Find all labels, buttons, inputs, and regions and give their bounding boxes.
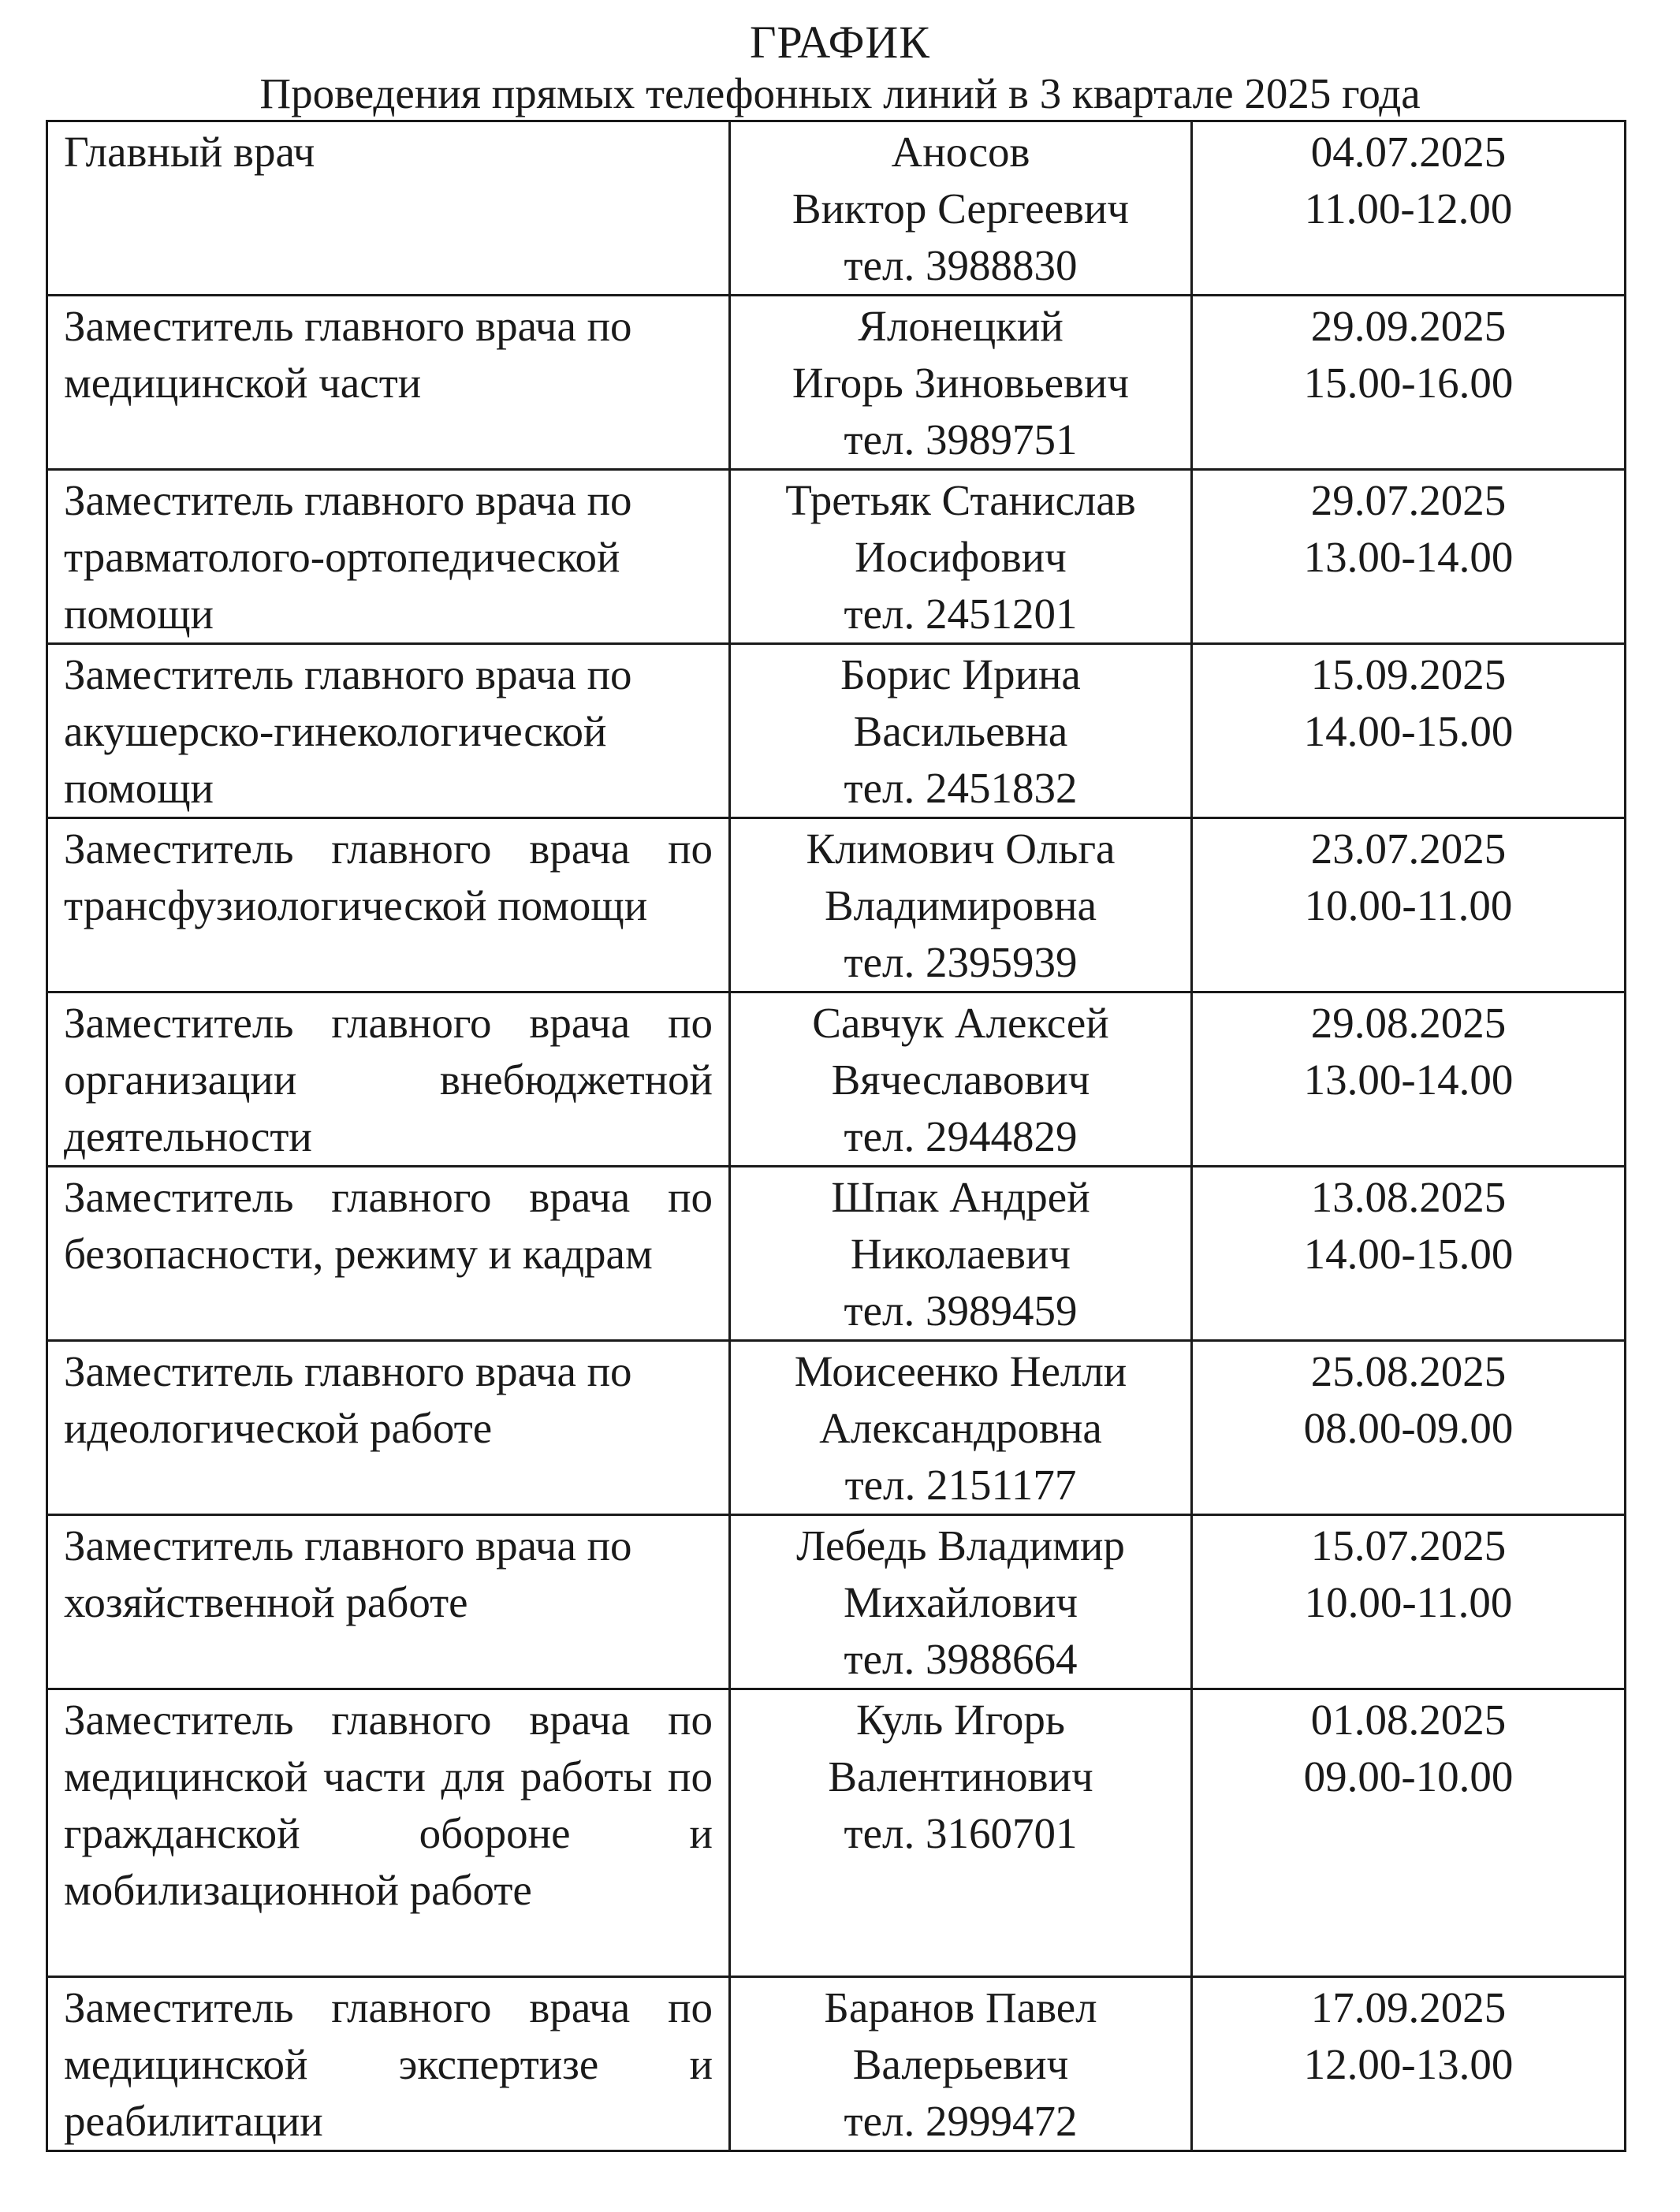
- table-row: [47, 818, 1626, 992]
- table-row: [47, 121, 1626, 296]
- contact-cell: [730, 1341, 1192, 1515]
- position-cell: Заместитель главного врача по безопасности, режиму и кадрам: [47, 1167, 730, 1341]
- contact-surname: Куль Игорь: [856, 1696, 1065, 1744]
- schedule-time: 13.00-14.00: [1303, 533, 1514, 581]
- table-row: [47, 1167, 1626, 1341]
- schedule-date: 29.08.2025: [1310, 999, 1507, 1047]
- schedule-cell: [1192, 1341, 1626, 1515]
- contact-cell: [730, 296, 1192, 470]
- table-row: [47, 992, 1626, 1167]
- contact-cell: [730, 1977, 1192, 2151]
- contact-given-name: Валентинович: [828, 1752, 1093, 1801]
- schedule-cell: [1192, 992, 1626, 1167]
- contact-surname: Борис Ирина: [840, 650, 1081, 698]
- position-cell: Заместитель главного врача по трансфузиологической помощи: [47, 818, 730, 992]
- contact-given-name: Михайлович: [844, 1578, 1078, 1626]
- schedule-table: [46, 120, 1626, 2152]
- contact-surname: Ялонецкий: [858, 302, 1064, 350]
- schedule-time: 11.00-12.00: [1304, 184, 1513, 233]
- contact-given-name: Вячеславович: [831, 1056, 1090, 1104]
- contact-phone: тел. 3988830: [844, 241, 1078, 289]
- schedule-time: 10.00-11.00: [1304, 1578, 1513, 1626]
- contact-phone: тел. 2451832: [844, 764, 1078, 812]
- schedule-cell: [1192, 121, 1626, 296]
- contact-given-name: Николаевич: [850, 1230, 1071, 1278]
- contact-surname: Баранов Павел: [824, 1983, 1097, 2031]
- contact-given-name: Александровна: [819, 1404, 1102, 1452]
- position-cell: Заместитель главного врача по организации внебюджетной деятельности: [47, 992, 730, 1167]
- contact-phone: тел. 3989459: [844, 1287, 1078, 1335]
- schedule-time: 09.00-10.00: [1303, 1752, 1514, 1801]
- contact-phone: тел. 2999472: [844, 2097, 1078, 2145]
- contact-cell: [730, 470, 1192, 644]
- table-row: [47, 470, 1626, 644]
- contact-surname: Климович Ольга: [806, 825, 1116, 873]
- schedule-date: 01.08.2025: [1310, 1696, 1507, 1744]
- schedule-cell: [1192, 1167, 1626, 1341]
- schedule-date: 29.09.2025: [1310, 302, 1507, 350]
- schedule-time: 10.00-11.00: [1304, 881, 1513, 929]
- schedule-date: 15.07.2025: [1310, 1521, 1507, 1570]
- position-cell: Заместитель главного врача по медицинской экспертизе и реабилитации: [47, 1977, 730, 2151]
- contact-phone: тел. 3988664: [844, 1635, 1078, 1683]
- position-cell: Заместитель главного врача по травматолого-ортопедической помощи: [47, 470, 730, 644]
- position-cell: Заместитель главного врача по акушерско-гинекологической помощи: [47, 644, 730, 818]
- position-cell: Заместитель главного врача по идеологической работе: [47, 1341, 730, 1515]
- schedule-time: 13.00-14.00: [1303, 1056, 1514, 1104]
- table-row: [47, 1977, 1626, 2151]
- table-row: [47, 296, 1626, 470]
- contact-given-name: Игорь Зиновьевич: [792, 359, 1130, 407]
- contact-cell: [730, 992, 1192, 1167]
- schedule-cell: [1192, 1977, 1626, 2151]
- schedule-time: 15.00-16.00: [1303, 359, 1514, 407]
- schedule-cell: [1192, 1515, 1626, 1689]
- schedule-date: 04.07.2025: [1310, 128, 1507, 176]
- contact-phone: тел. 3989751: [844, 415, 1078, 464]
- contact-surname: Моисеенко Нелли: [794, 1347, 1127, 1395]
- contact-given-name: Владимировна: [824, 881, 1097, 929]
- table-row: [47, 644, 1626, 818]
- schedule-cell: [1192, 470, 1626, 644]
- contact-given-name: Васильевна: [853, 707, 1068, 755]
- contact-phone: тел. 2151177: [844, 1461, 1077, 1509]
- schedule-time: 12.00-13.00: [1303, 2040, 1514, 2088]
- contact-cell: [730, 1689, 1192, 1977]
- schedule-time: 08.00-09.00: [1303, 1404, 1514, 1452]
- contact-surname: Савчук Алексей: [812, 999, 1109, 1047]
- schedule-date: 13.08.2025: [1310, 1173, 1507, 1221]
- schedule-date: 15.09.2025: [1310, 650, 1507, 698]
- schedule-time: 14.00-15.00: [1303, 1230, 1514, 1278]
- table-row: [47, 1515, 1626, 1689]
- contact-cell: [730, 1515, 1192, 1689]
- contact-cell: [730, 818, 1192, 992]
- schedule-cell: [1192, 818, 1626, 992]
- schedule-date: 29.07.2025: [1310, 476, 1507, 524]
- contact-given-name: Иосифович: [855, 533, 1067, 581]
- position-cell: Заместитель главного врача по медицинской части: [47, 296, 730, 470]
- contact-given-name: Валерьевич: [852, 2040, 1069, 2088]
- schedule-cell: [1192, 296, 1626, 470]
- schedule-date: 17.09.2025: [1310, 1983, 1507, 2031]
- contact-cell: [730, 1167, 1192, 1341]
- schedule-date: 25.08.2025: [1310, 1347, 1507, 1395]
- contact-cell: [730, 121, 1192, 296]
- contact-given-name: Виктор Сергеевич: [792, 184, 1130, 233]
- schedule-cell: [1192, 1689, 1626, 1977]
- contact-surname: Лебедь Владимир: [796, 1521, 1125, 1570]
- contact-surname: Аносов: [891, 128, 1030, 176]
- contact-surname: Шпак Андрей: [831, 1173, 1090, 1221]
- schedule-cell: [1192, 644, 1626, 818]
- contact-phone: тел. 2395939: [844, 938, 1078, 986]
- schedule-date: 23.07.2025: [1310, 825, 1507, 873]
- position-cell: Заместитель главного врача по хозяйственной работе: [47, 1515, 730, 1689]
- contact-phone: тел. 2451201: [844, 590, 1078, 638]
- contact-phone: тел. 3160701: [844, 1809, 1078, 1857]
- position-cell: Заместитель главного врача по медицинской части для работы по гражданской обороне и мобилизационной работе: [47, 1689, 730, 1977]
- table-row: [47, 1341, 1626, 1515]
- schedule-time: 14.00-15.00: [1303, 707, 1514, 755]
- page-subtitle: Проведения прямых телефонных линий в 3 квартале 2025 года: [259, 69, 1421, 117]
- contact-phone: тел. 2944829: [844, 1112, 1078, 1160]
- page-title: ГРАФИК: [750, 17, 930, 68]
- contact-cell: [730, 644, 1192, 818]
- contact-surname: Третьяк Станислав: [785, 476, 1136, 524]
- position-cell: Главный врач: [47, 121, 730, 296]
- table-row: [47, 1689, 1626, 1977]
